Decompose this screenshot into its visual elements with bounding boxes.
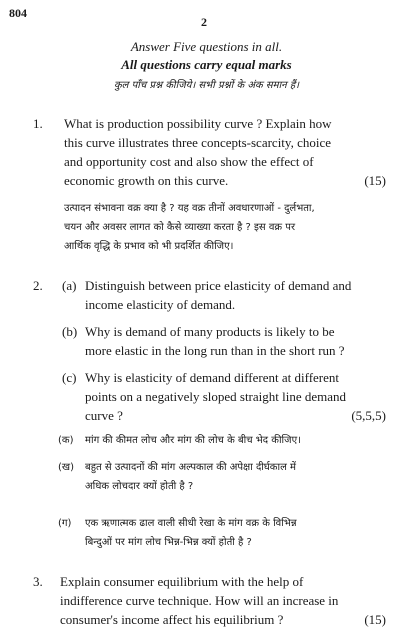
q2c-label: (c) — [62, 370, 77, 385]
q2-hindi-c-line: बिन्दुओं पर मांग लोच भिन्न-भिन्न क्यों होती है ? — [85, 537, 252, 548]
q2c-text-line: curve ? — [85, 408, 123, 423]
q1-hindi-line: चयन और अवसर लागत को कैसे व्याख्या करता है ? इस वक्र पर — [64, 222, 296, 233]
instruction-line-1: Answer Five questions in all. — [130, 39, 283, 54]
question-number-3: 3. — [33, 574, 43, 589]
q2c-text-line: points on a negatively sloped straight line demand — [85, 389, 347, 404]
q2-hindi-c-line: एक ऋणात्मक ढाल वाली सीधी रेखा के मांग वक्र के विभिन्न — [85, 518, 297, 529]
q1-text-line: and opportunity cost and also show the effect of — [64, 154, 314, 169]
q2-hindi-b-line: अधिक लोचदार क्यों होती है ? — [85, 481, 194, 492]
q2c-text-line: Why is elasticity of demand different at different — [85, 370, 340, 385]
q2a-text-line: Distinguish between price elasticity of demand and — [85, 278, 352, 293]
q2a-text-line: income elasticity of demand. — [85, 297, 236, 312]
question-number-2: 2. — [33, 278, 43, 293]
instruction-hindi: कुल पाँच प्रश्न कीजिये। सभी प्रश्नों के अंक समान हैं। — [113, 80, 300, 91]
q1-text-line: this curve illustrates three concepts-scarcity, choice — [64, 135, 331, 150]
q2-hindi-b-line: बहुत से उत्पादनों की मांग अल्पकाल की अपेक्षा दीर्घकाल में — [85, 462, 297, 473]
instruction-line-2: All questions carry equal marks — [121, 57, 292, 72]
q1-text-line: What is production possibility curve ? Explain how — [64, 116, 332, 131]
page-number: 2 — [201, 15, 207, 29]
q2-hindi-a-label: (क) — [58, 435, 74, 446]
q2-hindi-a-line: मांग की कीमत लोच और मांग की लोच के बीच भेद कीजिए। — [85, 435, 301, 446]
q3-text-line: Explain consumer equilibrium with the help of — [60, 574, 304, 589]
q3-text-line: consumer's income affect his equilibrium ? — [60, 612, 284, 627]
q2-hindi-b-label: (ख) — [58, 462, 74, 473]
q3-marks: (15) — [364, 612, 386, 627]
q2b-text-line: more elastic in the long run than in the short run ? — [85, 343, 345, 358]
q3-text-line: indifference curve technique. How will an increase in — [60, 593, 339, 608]
q1-hindi-line: उत्पादन संभावना वक्र क्या है ? यह वक्र तीनों अवधारणाओं - दुर्लभता, — [64, 203, 315, 214]
q2a-label: (a) — [62, 278, 77, 293]
q1-hindi-line: आर्थिक वृद्धि के प्रभाव को भी प्रदर्शित कीजिए। — [64, 241, 234, 252]
q2-hindi-c-label: (ग) — [58, 518, 72, 529]
q2-marks: (5,5,5) — [351, 408, 386, 423]
q2b-label: (b) — [62, 324, 78, 339]
q1-marks: (15) — [364, 173, 386, 188]
question-number-1: 1. — [33, 116, 43, 131]
paper-code: 804 — [9, 6, 27, 20]
q2b-text-line: Why is demand of many products is likely to be — [85, 324, 335, 339]
q1-text-line: economic growth on this curve. — [64, 173, 229, 188]
